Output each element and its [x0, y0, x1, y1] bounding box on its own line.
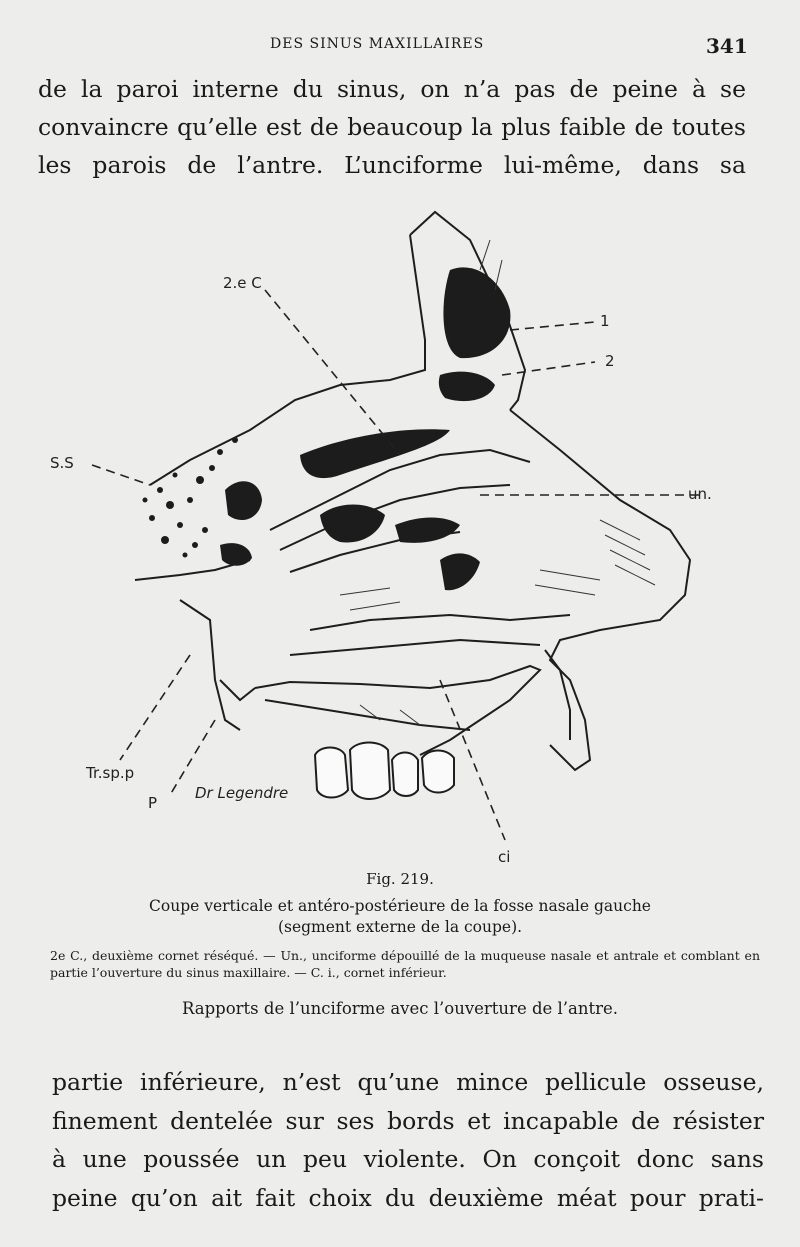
text-line: peine qu’on ait fait choix du deuxième méat pour prati-	[52, 1183, 764, 1212]
text-line: finement dentelée sur ses bords et incapable de résister	[52, 1106, 764, 1135]
label-ci: ci	[498, 848, 511, 865]
sinus-cavity-2	[439, 372, 495, 402]
label-second-cornet: 2.e C	[223, 274, 262, 292]
label-2: 2	[605, 352, 615, 370]
figure-number: Fig. 219.	[366, 870, 434, 888]
running-head: DES SINUS MAXILLAIRES	[270, 36, 485, 52]
figure-caption-title	[60, 896, 740, 938]
figure-legend: 2e C., deuxième cornet réséqué. — Un., unciforme dépouillé de la muqueuse nasale et antrale et comblant en partie l’ouverture du sinus maxillaire. — C. i., cornet inférieur.	[50, 948, 760, 980]
top-paragraph	[38, 70, 746, 184]
frontal-sinus	[443, 267, 510, 358]
text-line: de la paroi interne du sinus, on n’a pas de peine à se	[38, 75, 746, 103]
teeth	[315, 743, 454, 800]
figure-subtitle: Rapports de l’unciforme avec l’ouverture de l’antre.	[181, 999, 619, 1018]
label-trspp: Tr.sp.p	[86, 764, 135, 782]
label-un: un.	[688, 485, 712, 503]
middle-meatus-dark	[300, 429, 450, 478]
nose-profile-outline	[510, 410, 690, 770]
page-number: 341	[706, 34, 748, 58]
label-p: P	[148, 794, 158, 812]
text-line: convaincre qu’elle est de beaucoup la plus faible de toutes	[38, 113, 746, 141]
maxillary-sinus-opening	[440, 553, 480, 590]
caption-title-line: (segment externe de la coupe).	[277, 918, 523, 936]
sphenoid-sinus	[225, 481, 262, 520]
text-line: partie inférieure, n’est qu’une mince pellicule osseuse,	[52, 1068, 764, 1096]
text-line: les parois de l’antre. L’unciforme lui-même, dans sa	[38, 151, 746, 179]
artist-signature: Dr Legendre	[195, 784, 289, 802]
caption-title-line: Coupe verticale et antéro-postérieure de la fosse nasale gauche	[149, 897, 651, 915]
ethmoid-stipple	[143, 437, 239, 558]
bottom-paragraph	[52, 1063, 764, 1217]
ostium-region	[320, 504, 385, 542]
text-line: à une poussée un peu violente. On conçoit donc sans	[52, 1145, 764, 1173]
anatomical-illustration	[40, 200, 760, 865]
palate-outline	[255, 666, 540, 755]
label-1: 1	[600, 312, 610, 330]
label-ss: S.S	[50, 454, 74, 472]
